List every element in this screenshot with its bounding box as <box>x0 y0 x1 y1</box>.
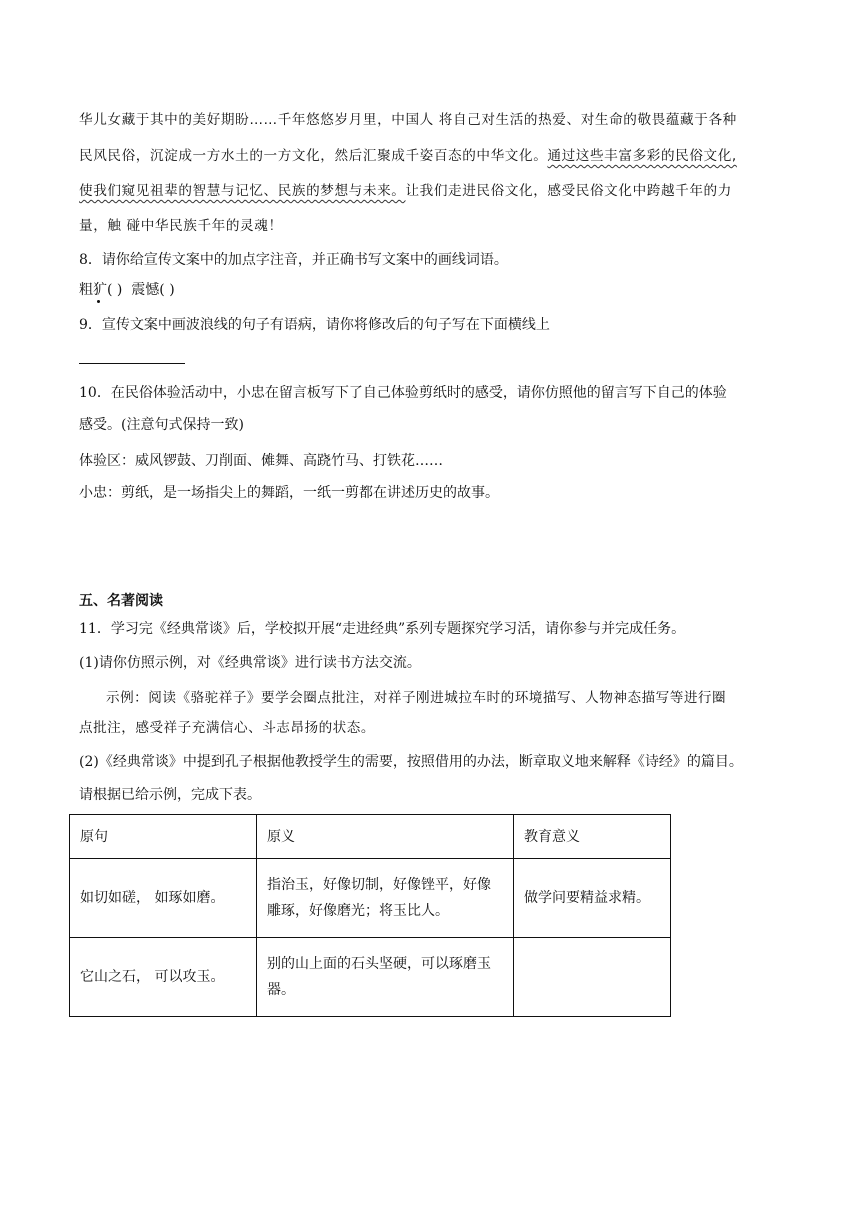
passage-line-2-plain: 民风民俗，沉淀成一方水土的一方文化，然后汇聚成千姿百态的中华文化。 <box>79 148 548 164</box>
sub-question-2-line-2: 请根据已给示例，完成下表。 <box>79 787 261 803</box>
question-10-line-1: 10．在民俗体验活动中，小忠在留言板写下了自己体验剪纸时的感受，请你仿照他的留言写下自己的体验 <box>79 385 727 401</box>
table-row <box>70 859 671 938</box>
header-original: 原句 <box>70 815 257 859</box>
passage-line-1: 华儿女藏于其中的美好期盼……千年悠悠岁月里，中国人 将自己对生活的热爱、对生命的敬畏蕴藏于各种 <box>79 112 737 128</box>
wavy-sentence-part-2: 使我们窥见祖辈的智慧与记忆、民族的梦想与未来。 <box>79 183 406 199</box>
sub-question-2-line-1: (2)《经典常谈》中提到孔子根据他教授学生的需要，按照借用的办法，断章取义地来解释《诗经》的篇目。 <box>79 754 743 770</box>
experience-area: 体验区：威风锣鼓、刀削面、傩舞、高跷竹马、打铁花…… <box>79 453 443 469</box>
word2-with-blank: 震憾( ) <box>131 282 175 298</box>
cell-education: 做学问要精益求精。 <box>514 859 671 938</box>
passage-line-3 <box>79 181 732 201</box>
cell-original: 它山之石， 可以攻玉。 <box>70 938 257 1017</box>
question-8-words <box>79 280 175 300</box>
example-line-1: 示例：阅读《骆驼祥子》要学会圈点批注，对祥子刚进城拉车时的环境描写、人物神态描写等进行圈 <box>106 690 727 706</box>
section-heading: 五、名著阅读 <box>79 593 163 609</box>
passage-line-4: 量，触 碰中华民族千年的灵魂！ <box>79 218 283 234</box>
answer-line[interactable] <box>79 363 185 364</box>
question-9: 9．宣传文案中画波浪线的句子有语病，请你将修改后的句子写在下面横线上 <box>79 317 550 333</box>
cell-meaning: 指治玉，好像切制，好像锉平，好像雕琢，好像磨光；将玉比人。 <box>257 859 514 938</box>
word1-prefix: 粗 <box>79 282 93 298</box>
table-row <box>70 938 671 1017</box>
dotted-character: 犷 <box>93 282 107 298</box>
cell-education-blank[interactable] <box>514 938 671 1017</box>
header-education: 教育意义 <box>514 815 671 859</box>
word1-blank: ( ) <box>107 282 123 298</box>
passage-line-3-plain: 让我们走进民俗文化，感受民俗文化中跨越千年的力 <box>405 183 732 199</box>
header-meaning: 原义 <box>257 815 514 859</box>
passage-line-2 <box>79 146 737 166</box>
example-line-2: 点批注，感受祥子充满信心、斗志昂扬的状态。 <box>79 720 375 736</box>
cell-meaning: 别的山上面的石头坚硬，可以琢磨玉器。 <box>257 938 514 1017</box>
sub-question-1: (1)请你仿照示例，对《经典常谈》进行读书方法交流。 <box>79 655 421 671</box>
wavy-sentence-part-1: 通过这些丰富多彩的民俗文化, <box>547 148 737 164</box>
question-8: 8．请你给宣传文案中的加点字注音，并正确书写文案中的画线词语。 <box>79 252 508 268</box>
table-header-row <box>70 815 671 859</box>
xiaozhong-message: 小忠：剪纸，是一场指尖上的舞蹈，一纸一剪都在讲述历史的故事。 <box>79 485 499 501</box>
question-11: 11．学习完《经典常谈》后，学校拟开展“走进经典”系列专题探究学习活，请你参与并完成任务。 <box>79 621 686 637</box>
cell-original: 如切如磋， 如琢如磨。 <box>70 859 257 938</box>
answer-table <box>69 814 671 1017</box>
question-10-line-2: 感受。(注意句式保持一致) <box>79 417 244 433</box>
